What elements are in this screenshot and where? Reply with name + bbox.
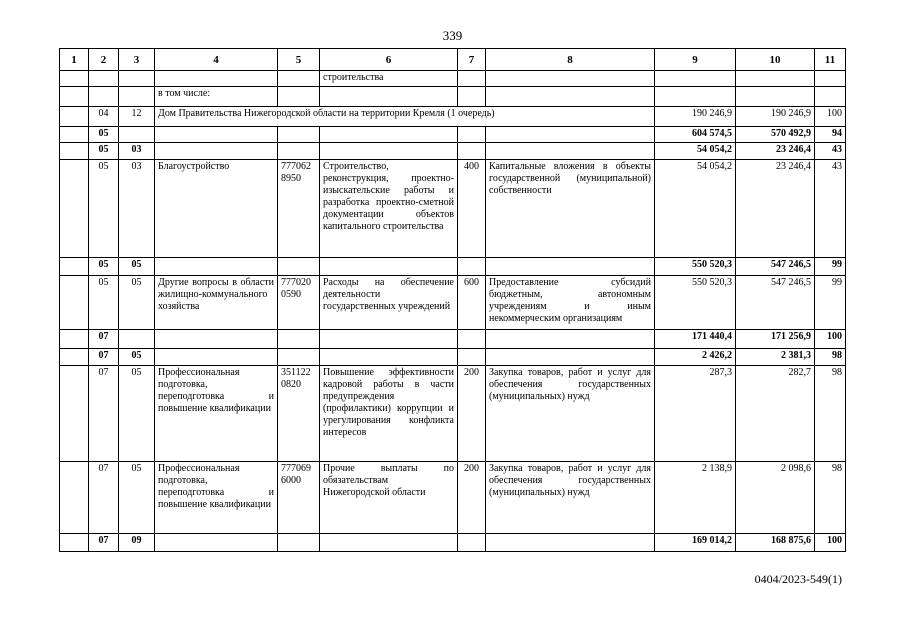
header-cell: 5 <box>278 49 320 71</box>
table-cell-col8 <box>486 258 655 276</box>
table-cell-col9: 2 138,9 <box>655 462 736 534</box>
header-cell: 7 <box>458 49 486 71</box>
table-cell-col3: 05 <box>119 366 155 462</box>
table-cell-col4 <box>155 330 278 349</box>
table-cell-col4 <box>155 143 278 160</box>
table-cell-col1 <box>60 462 89 534</box>
table-cell-col11: 100 <box>815 107 846 127</box>
table-row <box>60 160 846 258</box>
table-cell-col8 <box>486 534 655 552</box>
table-cell-col4: Благоустройство <box>155 160 278 258</box>
table-cell-col3: 03 <box>119 143 155 160</box>
table-cell-col11: 99 <box>815 258 846 276</box>
table-cell-col6 <box>320 534 458 552</box>
table-cell-col9: 54 054,2 <box>655 160 736 258</box>
table-row <box>60 276 846 330</box>
table-cell-col10: 23 246,4 <box>736 143 815 160</box>
table-cell-col11: 98 <box>815 366 846 462</box>
table-row <box>60 258 846 276</box>
table-cell-col8 <box>486 349 655 366</box>
table-cell-col3 <box>119 127 155 143</box>
table-cell-col9: 604 574,5 <box>655 127 736 143</box>
table-cell-col4 <box>155 534 278 552</box>
table-cell-col1 <box>60 71 89 87</box>
table-cell-col5 <box>278 258 320 276</box>
table-cell-col2: 05 <box>89 143 119 160</box>
table-cell-col8 <box>486 127 655 143</box>
table-cell-col1 <box>60 330 89 349</box>
table-cell-col9: 171 440,4 <box>655 330 736 349</box>
table-cell-col2: 07 <box>89 462 119 534</box>
table-cell-col8: Закупка товаров, работ и услуг для обеспечения государственных (муниципальных) нужд <box>486 462 655 534</box>
table-cell-col3: 05 <box>119 258 155 276</box>
table-cell-col8: Закупка товаров, работ и услуг для обеспечения государственных (муниципальных) нужд <box>486 366 655 462</box>
table-cell-col5 <box>278 127 320 143</box>
table-cell-col1 <box>60 534 89 552</box>
table-cell-col10: 2 098,6 <box>736 462 815 534</box>
header-row <box>60 49 846 71</box>
table-cell-col4: Другие вопросы в области жилищно-коммунального хозяйства <box>155 276 278 330</box>
table-cell-col8 <box>486 143 655 160</box>
table-cell-col5 <box>278 71 320 87</box>
table-cell-col11: 99 <box>815 276 846 330</box>
table-cell-col7 <box>458 258 486 276</box>
table-cell-col5 <box>278 143 320 160</box>
table-cell-col7: 200 <box>458 366 486 462</box>
table-cell-col6: Расходы на обеспечение деятельности государственных учреждений <box>320 276 458 330</box>
table-cell-col1 <box>60 143 89 160</box>
table-cell-col3: 05 <box>119 276 155 330</box>
table-cell-col7: 400 <box>458 160 486 258</box>
table-row <box>60 143 846 160</box>
page-number: 339 <box>442 28 463 43</box>
table-cell-col3 <box>119 87 155 107</box>
table-row <box>60 71 846 87</box>
table-cell-col10: 190 246,9 <box>736 107 815 127</box>
header-cell: 9 <box>655 49 736 71</box>
table-cell-col7 <box>458 534 486 552</box>
table-cell-col3: 09 <box>119 534 155 552</box>
table-row <box>60 366 846 462</box>
table-cell-col2: 07 <box>89 366 119 462</box>
table-cell-col2: 07 <box>89 330 119 349</box>
table-row <box>60 87 846 107</box>
table-cell-col3 <box>119 71 155 87</box>
table-cell-col10: 171 256,9 <box>736 330 815 349</box>
table-cell-col10: 168 875,6 <box>736 534 815 552</box>
table-cell-col8: Предоставление субсидий бюджетным, автономным учреждениям и иным некоммерческим организациям <box>486 276 655 330</box>
table-cell-col1 <box>60 87 89 107</box>
table-cell-col9: 190 246,9 <box>655 107 736 127</box>
table-cell-col9: 2 426,2 <box>655 349 736 366</box>
table-cell-col6 <box>320 143 458 160</box>
table-row <box>60 534 846 552</box>
table-cell-col9: 550 520,3 <box>655 258 736 276</box>
table-cell-col2 <box>89 87 119 107</box>
table-cell-col8 <box>486 87 655 107</box>
budget-table <box>59 48 846 552</box>
table-cell-col8: Капитальные вложения в объекты государственной (муниципальной) собственности <box>486 160 655 258</box>
table-cell-col7 <box>458 127 486 143</box>
table-cell-col11 <box>815 71 846 87</box>
table-cell-col3 <box>119 330 155 349</box>
table-cell-col3: 12 <box>119 107 155 127</box>
table-cell-col2 <box>89 71 119 87</box>
table-cell-col6: Прочие выплаты по обязательствам Нижегородской области <box>320 462 458 534</box>
table-cell-col6 <box>320 127 458 143</box>
header-cell: 2 <box>89 49 119 71</box>
table-cell-col4: Дом Правительства Нижегородской области на территории Кремля (1 очередь) <box>155 107 655 127</box>
table-cell-col5: 777069 6000 <box>278 462 320 534</box>
header-cell: 3 <box>119 49 155 71</box>
table-cell-col2: 05 <box>89 127 119 143</box>
table-cell-col4 <box>155 258 278 276</box>
table-cell-col6 <box>320 87 458 107</box>
table-row <box>60 330 846 349</box>
table-cell-col9: 287,3 <box>655 366 736 462</box>
table-cell-col6 <box>320 349 458 366</box>
table-cell-col1 <box>60 107 89 127</box>
table-cell-col7 <box>458 330 486 349</box>
table-cell-col7 <box>458 87 486 107</box>
table-cell-col2: 07 <box>89 534 119 552</box>
table-cell-col6: Повышение эффективности кадровой работы в части предупреждения (профилактики) коррупции и урегулирования конфликта интересов <box>320 366 458 462</box>
table-cell-col9: 54 054,2 <box>655 143 736 160</box>
table-cell-col5 <box>278 87 320 107</box>
table-cell-col11: 98 <box>815 349 846 366</box>
document-code: 0404/2023-549(1) <box>754 572 842 586</box>
table-cell-col2: 05 <box>89 276 119 330</box>
header-cell: 11 <box>815 49 846 71</box>
table-row <box>60 462 846 534</box>
table-cell-col1 <box>60 127 89 143</box>
table-cell-col2: 05 <box>89 258 119 276</box>
table-cell-col4 <box>155 71 278 87</box>
header-cell: 8 <box>486 49 655 71</box>
table-cell-col9: 550 520,3 <box>655 276 736 330</box>
table-cell-col8 <box>486 330 655 349</box>
table-cell-col11 <box>815 87 846 107</box>
table-cell-col1 <box>60 160 89 258</box>
table-cell-col11: 98 <box>815 462 846 534</box>
table-cell-col11: 94 <box>815 127 846 143</box>
table-cell-col8 <box>486 71 655 87</box>
table-cell-col6 <box>320 258 458 276</box>
table-cell-col5 <box>278 534 320 552</box>
table-cell-col10: 23 246,4 <box>736 160 815 258</box>
table-cell-col5 <box>278 330 320 349</box>
table-cell-col1 <box>60 276 89 330</box>
table-cell-col7: 600 <box>458 276 486 330</box>
table-cell-col9: 169 014,2 <box>655 534 736 552</box>
table-row <box>60 349 846 366</box>
table-cell-col10: 2 381,3 <box>736 349 815 366</box>
table-cell-col11: 100 <box>815 330 846 349</box>
table-cell-col6 <box>320 330 458 349</box>
table-cell-col3: 05 <box>119 349 155 366</box>
table-cell-col10: 547 246,5 <box>736 258 815 276</box>
table-cell-col7 <box>458 349 486 366</box>
header-cell: 4 <box>155 49 278 71</box>
table-cell-col6: Строительство, реконструкция, проектно-изыскательские работы и разработка проектно-сметной документации объектов капитального строительства <box>320 160 458 258</box>
table-cell-col2: 05 <box>89 160 119 258</box>
table-cell-col10: 282,7 <box>736 366 815 462</box>
table-cell-col9 <box>655 71 736 87</box>
table-cell-col11: 43 <box>815 143 846 160</box>
table-cell-col11: 100 <box>815 534 846 552</box>
table-cell-col3: 05 <box>119 462 155 534</box>
table-cell-col4 <box>155 349 278 366</box>
table-cell-col4: Профессиональная подготовка, переподготовка и повышение квалификации <box>155 366 278 462</box>
table-cell-col10: 547 246,5 <box>736 276 815 330</box>
table-cell-col1 <box>60 349 89 366</box>
header-cell: 10 <box>736 49 815 71</box>
table-row <box>60 107 846 127</box>
table-cell-col3: 03 <box>119 160 155 258</box>
header-cell: 1 <box>60 49 89 71</box>
table-cell-col2: 07 <box>89 349 119 366</box>
table-row <box>60 127 846 143</box>
table-cell-col7 <box>458 143 486 160</box>
table-cell-col2: 04 <box>89 107 119 127</box>
table-cell-col11: 43 <box>815 160 846 258</box>
table-cell-col9 <box>655 87 736 107</box>
table-cell-col1 <box>60 258 89 276</box>
table-cell-col5 <box>278 349 320 366</box>
header-cell: 6 <box>320 49 458 71</box>
table-cell-col10: 570 492,9 <box>736 127 815 143</box>
table-cell-col10 <box>736 71 815 87</box>
table-cell-col4 <box>155 127 278 143</box>
table-cell-col4: в том числе: <box>155 87 278 107</box>
table-cell-col7: 200 <box>458 462 486 534</box>
table-cell-col6: строительства <box>320 71 458 87</box>
table-cell-col5: 351122 0820 <box>278 366 320 462</box>
table-cell-col1 <box>60 366 89 462</box>
table-cell-col7 <box>458 71 486 87</box>
table-cell-col5: 777020 0590 <box>278 276 320 330</box>
table-cell-col5: 777062 8950 <box>278 160 320 258</box>
table-cell-col4: Профессиональная подготовка, переподготовка и повышение квалификации <box>155 462 278 534</box>
table-cell-col10 <box>736 87 815 107</box>
